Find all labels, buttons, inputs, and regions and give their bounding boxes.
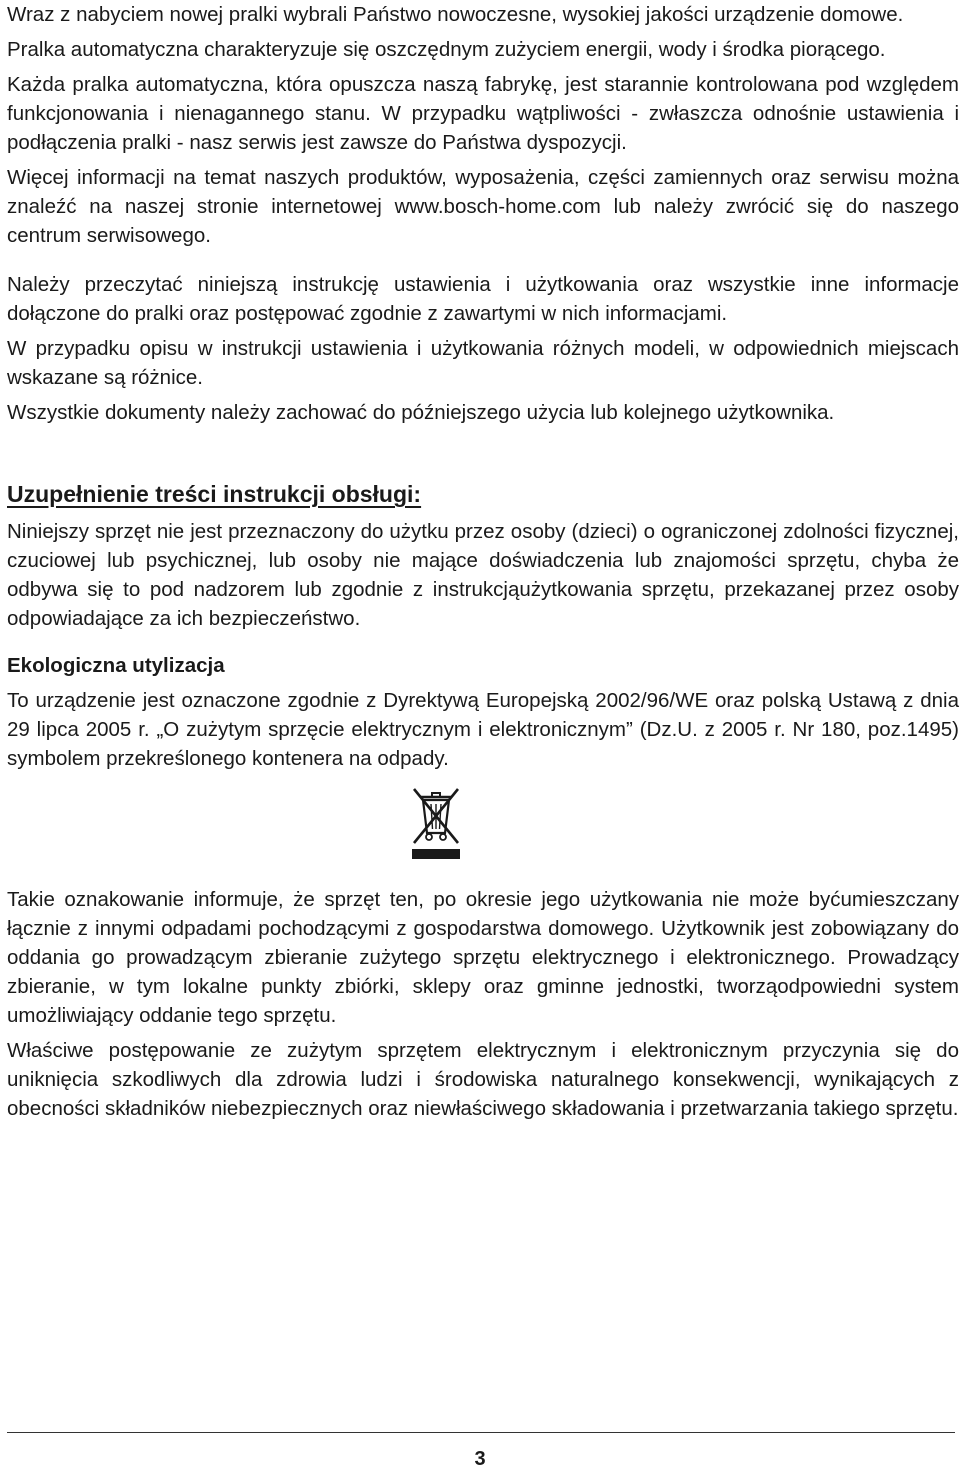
crossed-out-wheelie-bin-icon [408,781,464,859]
instructions-paragraph: Należy przeczytać niniejszą instrukcję ustawienia i użytkowania oraz wszystkie inne informacje dołączone do pralki oraz postępować zgodnie z zawartymi w nich informacjami. [7,273,959,325]
intro-paragraph: Każda pralka automatyczna, która opuszcza naszą fabrykę, jest starannie kontrolowana pod względem funkcjonowania i nienagannego stanu. W przypadku wątpliwości - zwłaszcza odnośnie ustawienia i podłączenia pralki - nasz serwis jest zawsze do Państwa dyspozycji. [7,73,959,154]
document-page [7,0,959,1129]
instructions-paragraph: W przypadku opisu w instrukcji ustawienia i użytkowania różnych modeli, w odpowiednich miejscach wskazane są różnice. [7,337,959,389]
footer-divider [7,1432,955,1433]
eco-body: To urządzenie jest oznaczone zgodnie z Dyrektywą Europejską 2002/96/WE oraz polską Ustawą z dnia 29 lipca 2005 r. „O zużytym sprzęcie elektrycznym i elektronicznym” (Dz.U. z 2005 r. Nr 180, poz.1495) symbolem przekreślonego kontenera na odpady. [7,689,959,770]
page-number: 3 [474,1448,486,1470]
weee-paragraph: Właściwe postępowanie ze zużytym sprzętem elektrycznym i elektronicznym przyczynia się do uniknięcia szkodliwych dla zdrowia ludzi i środowiska naturalnego konsekwencji, wynikających z obecności składników niebezpiecznych oraz niewłaściwego składowania i przetwarzania takiego sprzętu. [7,1039,959,1120]
intro-paragraph: Więcej informacji na temat naszych produktów, wyposażenia, części zamiennych oraz serwisu można znaleźć na naszej stronie internetowej www.bosch-home.com lub należy zwrócić się do naszego centrum serwisowego. [7,166,959,247]
supplement-body: Niniejszy sprzęt nie jest przeznaczony do użytku przez osoby (dzieci) o ograniczonej zdolności fizycznej, czuciowej lub psychicznej, lub osoby nie mające doświadczenia lub znajomości sprzętu, chyba że odbywa się to pod nadzorem lub zgodnie z instrukcjąużytkowania sprzętu, przekazanej przez osoby odpowiadające za ich bezpieczeństwo. [7,520,959,630]
intro-paragraph: Wraz z nabyciem nowej pralki wybrali Państwo nowoczesne, wysokiej jakości urządzenie domowe. [7,3,904,26]
intro-paragraph: Pralka automatyczna charakteryzuje się oszczędnym zużyciem energii, wody i środka piorącego. [7,38,886,61]
eco-heading: Ekologiczna utylizacja [7,654,225,677]
supplement-title: Uzupełnienie treści instrukcji obsługi: [7,481,422,507]
intro-section [7,0,959,250]
weee-paragraph: Takie oznakowanie informuje, że sprzęt ten, po okresie jego użytkowania nie może byćumieszczany łącznie z innymi odpadami pochodzącymi z gospodarstwa domowego. Użytkownik jest zobowiązany do oddania go prowadzącym zbieranie zużytego sprzętu elektrycznego i elektronicznego. Prowadzący zbieranie, w tym lokalne punkty zbiórki, sklepy oraz gminne jednostki, tworząodpowiedni system umożliwiający oddanie tego sprzętu. [7,888,959,1027]
instructions-section [7,270,959,427]
weee-info-section [7,885,959,1123]
instructions-paragraph: Wszystkie dokumenty należy zachować do późniejszego użycia lub kolejnego użytkownika. [7,401,835,424]
